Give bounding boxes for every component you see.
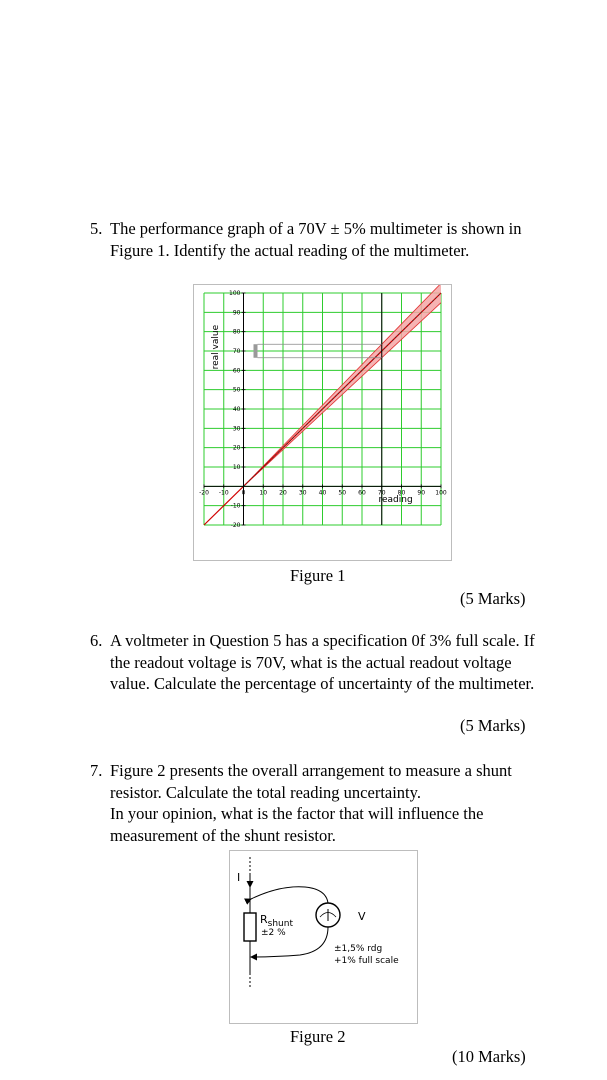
resistor-label-subscript: shunt [267,919,293,929]
question-number: 6. [90,631,103,650]
question-text: A voltmeter in Question 5 has a specification 0f 3% full scale. If the readout voltage is 70V, what is the actual readout voltage value. Calculate the percentage of uncertainty of the multimeter. [110,631,535,693]
meter-spec-reading: ±1,5% rdg [334,944,383,954]
x-tick-label: 30 [298,489,307,497]
resistor-tolerance: ±2 % [261,928,286,938]
y-tick-label: 10 [232,464,241,471]
question-number: 5. [90,219,103,238]
x-tick-label: 50 [338,489,347,497]
x-tick-label: 80 [397,489,406,497]
y-tick-label: 40 [232,406,241,413]
question-5-marks: (5 Marks) [460,589,526,608]
figure-1-caption: Figure 1 [290,566,346,585]
y-tick-label: -10 [230,502,241,510]
y-tick-label: 90 [232,309,241,317]
current-label: I [237,871,241,884]
y-tick-label: 30 [232,425,241,433]
real-value-band-marker [254,344,258,358]
performance-chart [194,285,451,560]
y-tick-label: 50 [232,386,241,394]
y-tick-label: 80 [232,328,241,336]
y-tick-label: 100 [229,290,241,297]
x-tick-label: 60 [358,489,366,497]
x-axis-label: reading [378,494,413,505]
shunt-circuit-diagram [230,851,417,1023]
figure-2-frame [229,850,418,1024]
x-tick-label: -20 [199,489,209,497]
x-tick-label: 0 [241,489,246,497]
meter-spec-fullscale: +1% full scale [334,956,399,966]
figure-2-caption: Figure 2 [290,1027,346,1046]
x-tick-label: 90 [417,489,426,497]
voltmeter-label: V [358,910,366,923]
question-text: The performance graph of a 70V ± 5% multimeter is shown in Figure 1. Identify the actual reading of the multimeter. [110,219,522,260]
question-7 [90,760,540,846]
x-tick-label: 20 [279,489,287,497]
question-5 [90,218,540,261]
question-text-line-1: Figure 2 presents the overall arrangement to measure a shunt resistor. Calculate the total reading uncertainty. [110,761,512,802]
y-tick-label: 20 [232,444,241,452]
y-tick-label: 60 [232,367,241,375]
x-tick-label: 40 [318,489,327,497]
x-tick-label: 100 [435,489,447,497]
question-text-line-2: In your opinion, what is the factor that will influence the measurement of the shunt resistor. [110,804,484,845]
question-6 [90,630,540,695]
voltmeter-lead-top [251,887,328,903]
x-tick-label: 70 [377,489,386,497]
y-tick-label: -20 [230,522,241,529]
x-tick-label: 10 [259,489,268,497]
resistor-label [260,913,293,929]
question-6-marks: (5 Marks) [460,716,526,735]
shunt-resistor-symbol [244,913,256,941]
question-number: 7. [90,761,103,780]
y-tick-label: 70 [232,348,241,355]
figure-1-frame [193,284,452,561]
x-tick-label: -10 [218,489,229,497]
resistor-label-main: R [260,913,268,926]
question-7-marks: (10 Marks) [452,1047,526,1066]
y-axis-label: real value [211,324,221,370]
